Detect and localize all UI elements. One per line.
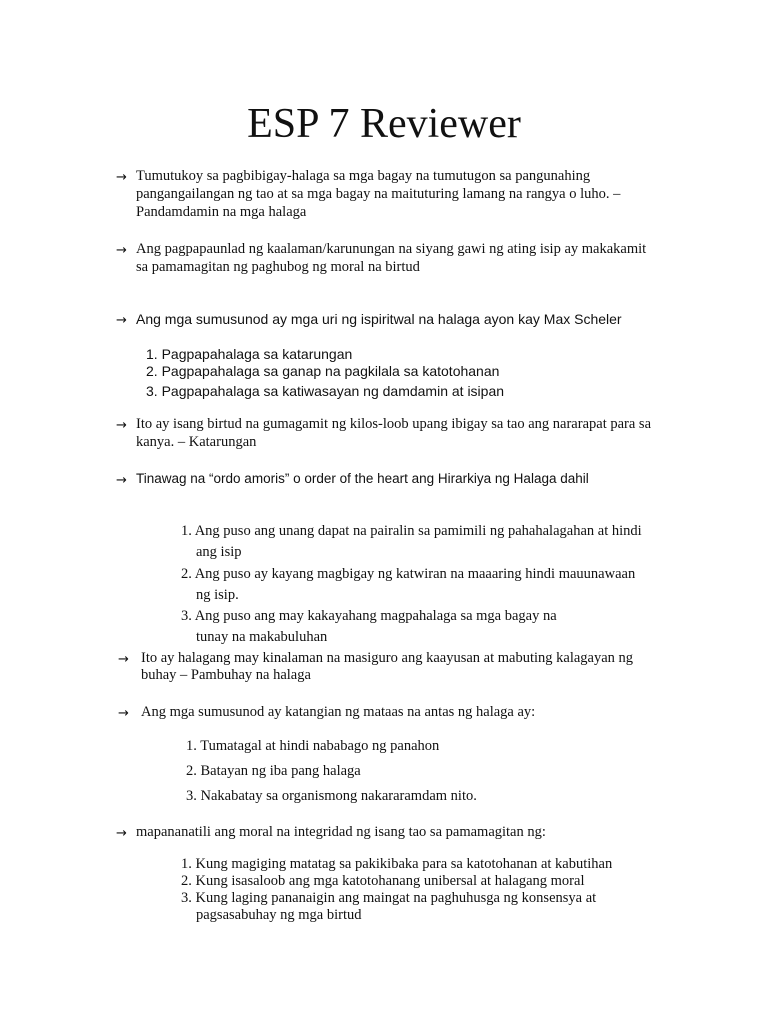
arrow-icon: →: [116, 313, 127, 328]
list-item: 3. Nakabatay sa organismong nakararamdam nito.: [186, 788, 477, 804]
list-item: 2. Ang puso ay kayang magbigay ng katwiran na maaaring hindi mauunawaan: [181, 566, 636, 582]
list-item-continuation: ng isip.: [196, 587, 239, 603]
bullet-8-line-1: mapananatili ang moral na integridad ng isang tao sa pamamagitan ng:: [136, 824, 546, 840]
bullet-2-line-2: sa pamamagitan ng paghubog ng moral na birtud: [136, 259, 420, 275]
list-item-continuation: tunay na makabuluhan: [196, 629, 328, 645]
page-title: ESP 7 Reviewer: [247, 101, 521, 147]
list-item: 1. Kung magiging matatag sa pakikibaka para sa katotohanan at kabutihan: [181, 856, 613, 872]
list-item-continuation: ang isip: [196, 544, 242, 560]
list-item: 2. Pagpapahalaga sa ganap na pagkilala sa katotohanan: [146, 363, 500, 379]
bullet-6-line-1: Ito ay halagang may kinalaman na masiguro ang kaayusan at mabuting kalagayan ng: [141, 650, 634, 666]
list-item: 3. Pagpapahalaga sa katiwasayan ng damdamin at isipan: [146, 383, 505, 399]
list-item: 1. Tumatagal at hindi nababago ng panahon: [186, 738, 440, 754]
bullet-1-line-1: Tumutukoy sa pagbibigay-halaga sa mga bagay na tumutugon sa pangunahing: [136, 168, 591, 184]
bullet-3-line-1: Ang mga sumusunod ay mga uri ng ispiritwal na halaga ayon kay Max Scheler: [136, 311, 622, 327]
arrow-icon: →: [116, 243, 127, 258]
arrow-icon: →: [116, 170, 127, 185]
bullet-6-line-2: buhay – Pambuhay na halaga: [141, 667, 311, 683]
bullet-1-line-2: pangangailangan ng tao at sa mga bagay na maituturing lamang na rangya o luho. –: [136, 186, 621, 202]
list-item: 3. Kung laging pananaigin ang maingat na paghuhusga ng konsensya at: [181, 890, 597, 906]
bullet-4-line-1: Ito ay isang birtud na gumagamit ng kilos-loob upang ibigay sa tao ang nararapat para sa: [136, 416, 652, 432]
bullet-7-line-1: Ang mga sumusunod ay katangian ng mataas na antas ng halaga ay:: [141, 704, 536, 720]
arrow-icon: →: [118, 652, 129, 667]
bullet-5-line-1: Tinawag na “ordo amoris” o order of the heart ang Hirarkiya ng Halaga dahil: [136, 471, 589, 486]
arrow-icon: →: [118, 706, 129, 721]
bullet-2-line-1: Ang pagpapaunlad ng kaalaman/karunungan na siyang gawi ng ating isip ay makakamit: [136, 241, 647, 257]
list-item-continuation: pagsasabuhay ng mga birtud: [196, 907, 362, 923]
arrow-icon: →: [116, 826, 127, 841]
list-item: 2. Kung isasaloob ang mga katotohanang unibersal at halagang moral: [181, 873, 585, 889]
list-item: 3. Ang puso ang may kakayahang magpahalaga sa mga bagay na: [181, 608, 557, 624]
arrow-icon: →: [116, 473, 127, 488]
list-item: 2. Batayan ng iba pang halaga: [186, 763, 361, 779]
bullet-1-line-3: Pandamdamin na mga halaga: [136, 204, 307, 220]
list-item: 1. Pagpapahalaga sa katarungan: [146, 346, 353, 362]
arrow-icon: →: [116, 418, 127, 433]
bullet-4-line-2: kanya. – Katarungan: [136, 434, 257, 450]
list-item: 1. Ang puso ang unang dapat na pairalin sa pamimili ng pahahalagahan at hindi: [181, 523, 642, 539]
